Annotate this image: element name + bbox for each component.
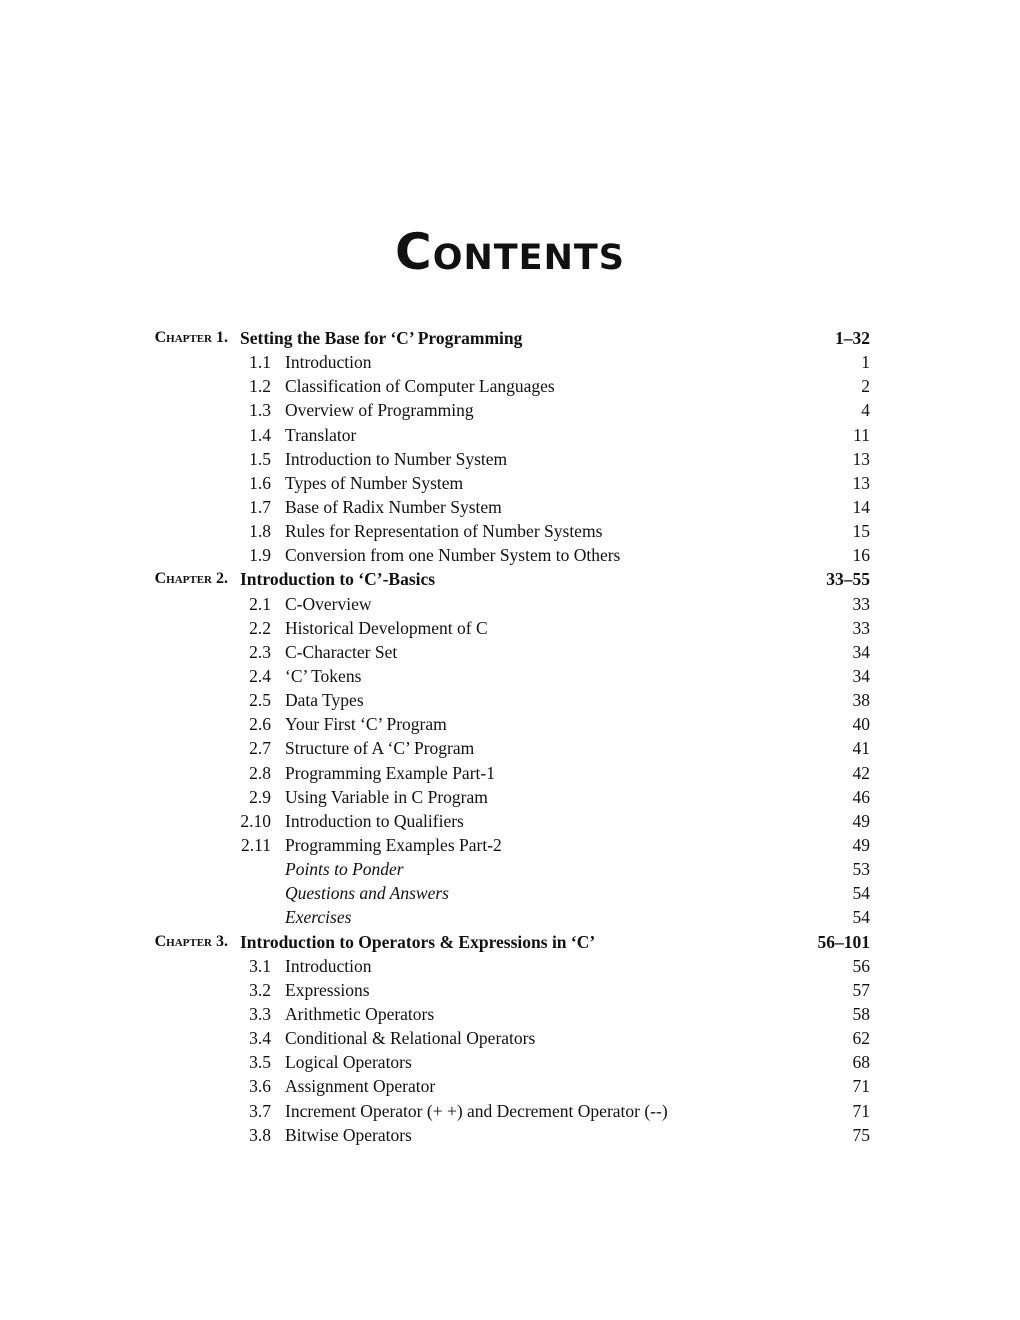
toc-section-row [0, 978, 1020, 1002]
section-title: Introduction to Qualifiers [285, 810, 464, 831]
page-number: 38 [852, 690, 870, 711]
section-title: Data Types [285, 690, 364, 711]
chapter-title: Introduction to Operators & Expressions in ‘C’ [240, 931, 596, 952]
page-number: 56 [852, 955, 870, 976]
section-title: Base of Radix Number System [285, 496, 502, 517]
page-number: 13 [852, 448, 870, 469]
toc-section-row [0, 350, 1020, 374]
section-number: 1.2 [249, 376, 271, 397]
section-title: Overview of Programming [285, 400, 474, 421]
page-number: 13 [852, 472, 870, 493]
toc-extra-row [0, 905, 1020, 929]
toc-chapter-row [0, 567, 1020, 591]
section-number: 2.11 [241, 834, 271, 855]
page-number: 16 [852, 545, 870, 566]
toc-section-row [0, 447, 1020, 471]
section-number: 2.4 [249, 665, 271, 686]
page-number: 1–32 [835, 328, 870, 348]
page-number: 71 [852, 1076, 870, 1097]
extra-title: Points to Ponder [285, 859, 404, 880]
section-number: 2.1 [249, 593, 271, 614]
section-title: Using Variable in C Program [285, 786, 488, 807]
section-title: Increment Operator (+ +) and Decrement Operator (--) [285, 1100, 668, 1121]
section-number: 2.3 [249, 641, 271, 662]
toc-section-row [0, 736, 1020, 760]
section-number: 2.6 [249, 714, 271, 735]
toc-section-row [0, 688, 1020, 712]
section-title: Expressions [285, 979, 370, 1000]
toc-section-row [0, 1074, 1020, 1098]
toc-extra-row [0, 881, 1020, 905]
section-number: 1.1 [249, 352, 271, 373]
chapter-label: Chapter 3. [154, 932, 228, 950]
toc-section-row [0, 1026, 1020, 1050]
page-number: 54 [852, 907, 870, 928]
section-number: 2.5 [249, 690, 271, 711]
page-title: Contents [395, 223, 625, 281]
page-number: 71 [852, 1100, 870, 1121]
toc-section-row [0, 495, 1020, 519]
toc-section-row [0, 616, 1020, 640]
section-title: Structure of A ‘C’ Program [285, 738, 475, 759]
section-number: 1.9 [249, 545, 271, 566]
section-number: 2.9 [249, 786, 271, 807]
section-title: Conditional & Relational Operators [285, 1028, 536, 1049]
section-number: 3.5 [249, 1052, 271, 1073]
toc-section-row [0, 833, 1020, 857]
toc-section-row [0, 809, 1020, 833]
toc-section-row [0, 423, 1020, 447]
section-title: Introduction [285, 955, 372, 976]
section-title: Your First ‘C’ Program [285, 714, 447, 735]
toc-section-row [0, 592, 1020, 616]
section-title: Introduction [285, 352, 372, 373]
section-title: Bitwise Operators [285, 1124, 412, 1145]
page-number: 49 [852, 834, 870, 855]
page-number: 34 [852, 641, 870, 662]
page-number: 56–101 [817, 931, 870, 952]
toc-section-row [0, 1002, 1020, 1026]
page-number: 14 [852, 496, 870, 517]
section-number: 3.8 [249, 1124, 271, 1145]
section-number: 1.3 [249, 400, 271, 421]
chapter-label: Chapter 2. [154, 570, 228, 588]
page-number: 33–55 [826, 569, 870, 590]
section-number: 3.2 [249, 979, 271, 1000]
toc-section-row [0, 761, 1020, 785]
section-title: Assignment Operator [285, 1076, 436, 1097]
toc-section-row [0, 664, 1020, 688]
section-number: 3.1 [249, 955, 271, 976]
section-title: Arithmetic Operators [285, 1003, 435, 1024]
toc-section-row [0, 519, 1020, 543]
chapter-title: Introduction to ‘C’-Basics [240, 569, 436, 590]
extra-title: Exercises [285, 907, 352, 928]
page-number: 42 [852, 762, 870, 783]
toc-section-row [0, 398, 1020, 422]
page-number: 33 [852, 617, 870, 638]
page-number: 40 [852, 714, 870, 735]
section-title: Types of Number System [285, 472, 464, 493]
section-number: 1.7 [249, 496, 271, 517]
extra-title: Questions and Answers [285, 883, 449, 904]
page-number: 57 [852, 979, 870, 1000]
page-number: 54 [852, 883, 870, 904]
chapter-label: Chapter 1. [154, 329, 228, 346]
toc-section-row [0, 1099, 1020, 1123]
section-number: 3.7 [249, 1100, 271, 1121]
section-title: Programming Examples Part-2 [285, 834, 502, 855]
section-number: 1.5 [249, 448, 271, 469]
toc-section-row [0, 785, 1020, 809]
page-number: 53 [852, 859, 870, 880]
section-number: 3.4 [249, 1028, 271, 1049]
toc-section-row [0, 471, 1020, 495]
toc-section-row [0, 640, 1020, 664]
toc-section-row [0, 712, 1020, 736]
page-number: 33 [852, 593, 870, 614]
section-number: 2.7 [249, 738, 271, 759]
section-title: Conversion from one Number System to Others [285, 545, 621, 566]
page-number: 62 [852, 1028, 870, 1049]
toc-section-row [0, 543, 1020, 567]
page-number: 11 [853, 424, 870, 445]
section-title: Introduction to Number System [285, 448, 508, 469]
page-number: 15 [852, 521, 870, 542]
page-number: 46 [852, 786, 870, 807]
section-title: Logical Operators [285, 1052, 412, 1073]
toc-section-row [0, 1123, 1020, 1147]
section-number: 3.3 [249, 1003, 271, 1024]
toc-section-row [0, 1050, 1020, 1074]
page-number: 4 [861, 400, 870, 421]
section-title: C-Overview [285, 593, 372, 614]
section-title: Translator [285, 424, 357, 445]
toc-section-row [0, 954, 1020, 978]
section-title: Historical Development of C [285, 617, 488, 638]
toc-chapter-row [0, 326, 1020, 350]
page-number: 2 [861, 376, 870, 397]
chapter-title: Setting the Base for ‘C’ Programming [240, 328, 523, 348]
page-number: 1 [861, 352, 870, 373]
section-number: 2.10 [240, 810, 271, 831]
table-of-contents [0, 326, 1020, 1147]
section-title: ‘C’ Tokens [285, 665, 362, 686]
section-number: 2.8 [249, 762, 271, 783]
toc-section-row [0, 374, 1020, 398]
toc-chapter-row [0, 930, 1020, 954]
section-title: Classification of Computer Languages [285, 376, 555, 397]
section-title: Programming Example Part-1 [285, 762, 495, 783]
page-number: 75 [852, 1124, 870, 1145]
section-title: C-Character Set [285, 641, 398, 662]
section-number: 1.6 [249, 472, 271, 493]
section-title: Rules for Representation of Number Systems [285, 521, 603, 542]
section-number: 1.4 [249, 424, 271, 445]
page-number: 49 [852, 810, 870, 831]
page-number: 34 [852, 665, 870, 686]
toc-extra-row [0, 857, 1020, 881]
page-number: 58 [852, 1003, 870, 1024]
page-number: 68 [852, 1052, 870, 1073]
section-number: 2.2 [249, 617, 271, 638]
section-number: 3.6 [249, 1076, 271, 1097]
page-number: 41 [852, 738, 870, 759]
section-number: 1.8 [249, 521, 271, 542]
